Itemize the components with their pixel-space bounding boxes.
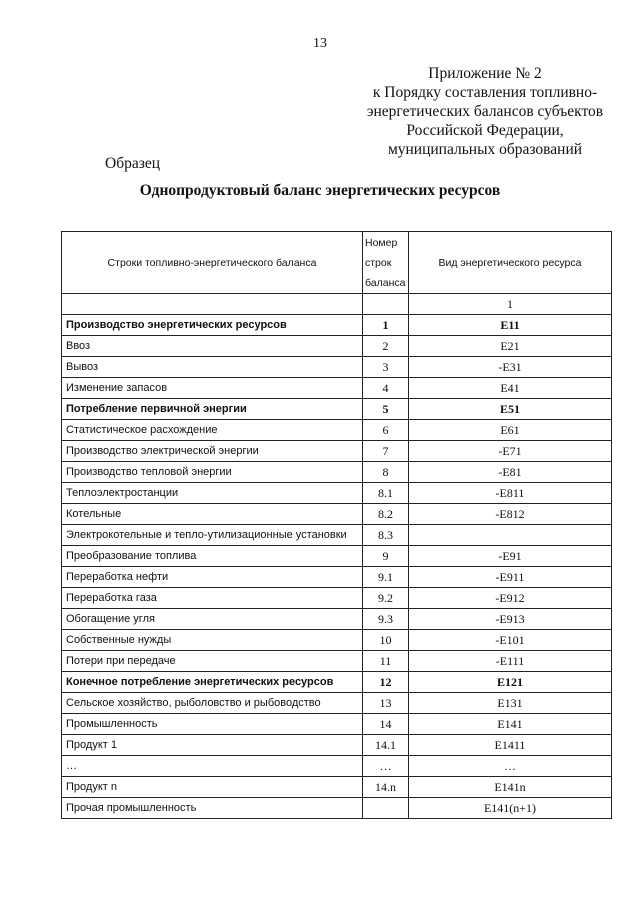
- table-row: [62, 672, 612, 693]
- table-row: [62, 714, 612, 735]
- row-value: -E101: [409, 630, 612, 651]
- row-name: Сельское хозяйство, рыболовство и рыбоводство: [62, 693, 363, 714]
- row-name: Ввоз: [62, 336, 363, 357]
- empty-cell: [62, 294, 363, 315]
- row-code: 2: [363, 336, 409, 357]
- table-row: [62, 609, 612, 630]
- row-name: …: [62, 756, 363, 777]
- row-name: Изменение запасов: [62, 378, 363, 399]
- appendix-line: Российской Федерации,: [406, 122, 564, 139]
- row-code: 14.n: [363, 777, 409, 798]
- appendix-line: энергетических балансов субъектов: [366, 103, 604, 120]
- table-row: [62, 546, 612, 567]
- appendix-heading: [360, 64, 610, 159]
- row-code: 6: [363, 420, 409, 441]
- table-row: [62, 525, 612, 546]
- table-row: [62, 462, 612, 483]
- row-value: E11: [409, 315, 612, 336]
- header-number-line: Номер: [365, 236, 398, 249]
- row-code: 9.1: [363, 567, 409, 588]
- appendix-line: Приложение № 2: [428, 65, 542, 82]
- table-row: [62, 735, 612, 756]
- table-row: [62, 798, 612, 819]
- row-name: Теплоэлектростанции: [62, 483, 363, 504]
- row-name: Преобразование топлива: [62, 546, 363, 567]
- table-row: [62, 588, 612, 609]
- row-name: Обогащение угля: [62, 609, 363, 630]
- row-code: 13: [363, 693, 409, 714]
- row-value: -E81: [409, 462, 612, 483]
- header-number-line: баланса: [365, 276, 406, 289]
- row-code: 8.2: [363, 504, 409, 525]
- row-name: Котельные: [62, 504, 363, 525]
- row-code: 3: [363, 357, 409, 378]
- header-resource-column: Вид энергетического ресурса: [409, 232, 612, 294]
- row-value: -E811: [409, 483, 612, 504]
- row-value: E121: [409, 672, 612, 693]
- header-number-line: строк: [365, 256, 392, 269]
- row-value: E41: [409, 378, 612, 399]
- row-value: …: [409, 756, 612, 777]
- row-value: E21: [409, 336, 612, 357]
- table-row: [62, 420, 612, 441]
- table-row: [62, 756, 612, 777]
- row-name: Продукт n: [62, 777, 363, 798]
- table-row: [62, 777, 612, 798]
- empty-cell: [363, 294, 409, 315]
- row-name: Вывоз: [62, 357, 363, 378]
- row-code: 12: [363, 672, 409, 693]
- row-name: Электрокотельные и тепло-утилизационные установки: [62, 525, 363, 546]
- row-value: E141n: [409, 777, 612, 798]
- row-name: Собственные нужды: [62, 630, 363, 651]
- row-name: Производство электрической энергии: [62, 441, 363, 462]
- appendix-line: муниципальных образований: [387, 141, 583, 158]
- page-number: 13: [313, 36, 327, 51]
- row-name: Статистическое расхождение: [62, 420, 363, 441]
- row-name: Конечное потребление энергетических ресурсов: [62, 672, 363, 693]
- table-header-row: [62, 232, 612, 294]
- row-value: E131: [409, 693, 612, 714]
- table-row: [62, 441, 612, 462]
- table-row: [62, 651, 612, 672]
- column-number-row: [62, 294, 612, 315]
- balance-table: [61, 231, 612, 819]
- row-code: 5: [363, 399, 409, 420]
- table-row: [62, 630, 612, 651]
- row-code: 9: [363, 546, 409, 567]
- row-name: Потребление первичной энергии: [62, 399, 363, 420]
- row-code: 14.1: [363, 735, 409, 756]
- row-name: Промышленность: [62, 714, 363, 735]
- row-code: …: [363, 756, 409, 777]
- row-code: 9.2: [363, 588, 409, 609]
- row-value: -E71: [409, 441, 612, 462]
- row-name: Производство энергетических ресурсов: [62, 315, 363, 336]
- table-row: [62, 357, 612, 378]
- row-value: E61: [409, 420, 612, 441]
- row-value: -E812: [409, 504, 612, 525]
- row-value: -E912: [409, 588, 612, 609]
- table-row: [62, 567, 612, 588]
- table-row: [62, 399, 612, 420]
- table-row: [62, 378, 612, 399]
- row-code: 8: [363, 462, 409, 483]
- row-code: 9.3: [363, 609, 409, 630]
- appendix-line: к Порядку составления топливно-: [372, 84, 598, 101]
- row-value: -E913: [409, 609, 612, 630]
- row-value: E141(n+1): [409, 798, 612, 819]
- table-row: [62, 315, 612, 336]
- row-value: -E31: [409, 357, 612, 378]
- row-value: E51: [409, 399, 612, 420]
- row-code: 8.1: [363, 483, 409, 504]
- table-row: [62, 693, 612, 714]
- row-value: E1411: [409, 735, 612, 756]
- sample-label: Образец: [105, 155, 161, 172]
- table-row: [62, 483, 612, 504]
- row-name: Производство тепловой энергии: [62, 462, 363, 483]
- row-code: 1: [363, 315, 409, 336]
- row-code: [363, 798, 409, 819]
- row-value: [409, 525, 612, 546]
- document-title: Однопродуктовый баланс энергетических ресурсов: [139, 182, 501, 199]
- row-value: E141: [409, 714, 612, 735]
- header-number-column: [363, 232, 409, 294]
- row-name: Переработка нефти: [62, 567, 363, 588]
- row-name: Переработка газа: [62, 588, 363, 609]
- row-code: 14: [363, 714, 409, 735]
- row-value: -E91: [409, 546, 612, 567]
- row-name: Потери при передаче: [62, 651, 363, 672]
- row-code: 10: [363, 630, 409, 651]
- table-row: [62, 504, 612, 525]
- row-name: Прочая промышленность: [62, 798, 363, 819]
- header-rows-column: Строки топливно-энергетического баланса: [62, 232, 363, 294]
- column-number: 1: [409, 294, 612, 315]
- row-code: 8.3: [363, 525, 409, 546]
- row-value: -E911: [409, 567, 612, 588]
- row-value: -E111: [409, 651, 612, 672]
- row-code: 7: [363, 441, 409, 462]
- table-row: [62, 336, 612, 357]
- row-name: Продукт 1: [62, 735, 363, 756]
- row-code: 4: [363, 378, 409, 399]
- row-code: 11: [363, 651, 409, 672]
